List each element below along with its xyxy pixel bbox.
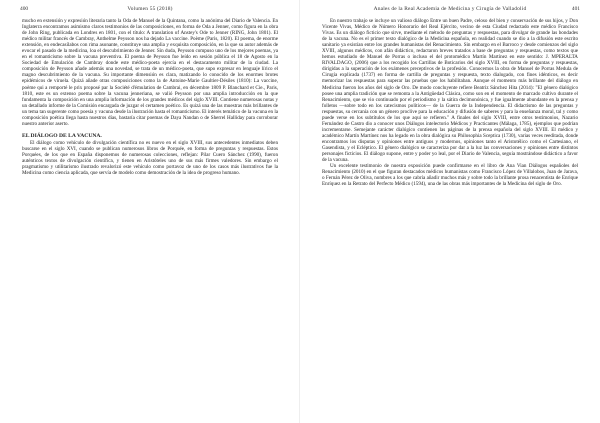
left-section-paragraph-1: El diálogo como vehículo de divulgación científica no es nuevo en el siglo XVIII, sus antecedentes inmediatos deben buscarse en el siglo XVI, cuando se publican numerosos libros de Porquée, en forma de preguntas y respuestas. Estos Porquées, de los que en España disponemos de numerosas colecciones, reflejan: Pilar Cuero Sánchez (1990), fueron auténticos textos de divulgación científica, y tienen en Aristóteles uno de sus más firmes valedores. Sin embargo el pragmatismo y utilitarismo ilustrado revalorizó este vehículo como portavoz de uno de los casos más ilustrativos fue la Medicina como ciencia aplicada, que servía de modelo como demostración de la idea de progreso humano. bbox=[22, 139, 278, 177]
left-page-header bbox=[20, 6, 280, 14]
right-paragraph-1: En nuestro trabajo se incluye un valioso diálogo Entre un buen Padre, celoso del bien y conservación de sus hijos, y Don Vicente Vivas, Médico de Número Honorario del Real Ejército, vecino de esta Ciudad redactado este médico Francisco Vivas. Es un diálogo ficticio que sirve, mediante el método de preguntas y respuestas, para divulgar de grande las bondades de la vacuna. No es el primer texto dialógico de la Medicina española, en realidad cuando se dio a la difusión este escrito sanitario ya existían entre los grandes humanistas del Renacimiento. Sin embargo en el Barroco y desde comienzos del siglo XVIII, algunos médicos, con afán didáctico, redactaron breves tratados a base de preguntas y respuestas, como textos que hemos estudiado de Manuel de Porras o incluso el del protomédico Martín Martínez en este sentido: J. MPERALTA RIVALDAGO, (2006) que a los recogido los Cartillas de Boticarios del siglo XVIII, en forma de preguntas y respuestas, dirigidas a la superación de los exámenes preceptivos de la profesión. Conocemos la obra de Manuel de Porras Medula de Cirugía explicada (1737) en forma de cartilla de preguntas y respuesta, texto dialogado, con fines idénticos, es decir memorizar las respuestas para superar las pruebas que los habilitaban. Aunque el momento más brillante del diálogo en Medicina fueron los años del siglo de Oro. De modo concluyente refiere Beatriz Sánchez Hita (2014): "El género dialógico posee una amplia tradición que se remonta a la Antigüedad Clásica, como son en el momento de marcado cultivo durante el Renacimiento, que se vio continuado por el periodismo y la sátira decimonónica, y fue igualmente abundante en la prensa y folletos —sobre todo en los catecismos políticos— de la Guerra de la Independencia. El didactismo de las preguntas y respuestas, su cercanía con un género proclive para la educación y difusión de saberes y para la enseñanza moral, tal y como puede verse en los subtítulos de los que aquí se refieren." A finales del siglo XVIII, entre otros testimonios, Nazario Fernández de Castro dio a conocer unos Diálogos intelectorio Médicos y Practicantes (Málaga, 1785), ejemplos que podrían incrementarse. Semejante carácter dialógico contienen las páginas de la prensa española del siglo XVIII. El médico y académico Martín Martínez nos ha legado en la obra dialógica su Philosophia Sceptica (1730), varias veces reeditada, donde encontramos los disputas y opiniones entre antiguos y modernos, opiniones tanto el Aristotélico como el Cartesiano, el Gasendista, y el Ecléptico. El género dialógico se caracteriza por dar a la luz las conversaciones y opiniones entre distintos personajes ficticios. El diálogo supone, entre y poder yo leal, por el Diario de Valencia, seguía mostrándose didáctico a favor de la vacuna. bbox=[322, 18, 578, 164]
left-paragraph-1: mucho en extensión y expresión literaria tanto la Oda de Manuel de la Quintana, como la anónima del Diario de Valencia. En Inglaterra encontramos asimismo claros testimonios de las composiciones, en forma de Oda a Jenner, como figura en la obra de John Ring, publicada en Londres en 1801, con el título: A translation of Anstey's Ode to Jenner (RING, John 1801). El médico militar francés de Cambray, Anthelme Peysson nos ha dejado La vaccine. Poème (Paris, 1820). El poema, de enorme extensión, en endecasílabos con rima asonante, constituye una amplia y exquisita composición, en la que su autor además de evocar el pasado de la medicina, loa el descubrimiento de Jenner. Sin duda, Peysson compuso uno de los mejores poemas, ya en el romanticismo sobre la vacuna preventiva. El poema de Peysson fue leído en sesión pública el 18 de Agosto en la Sociedad de Emulación de Cambray donde este médico-poeta ejercía en el destacamento militar de la ciudad. La composición de Peysson añade además una novedad, se trata de un médico-poeta, que supo expresar en lenguaje lírico el magno descubrimiento de la vacuna. Su importante dimensión es clara, matizando lo conocido de los enormes brotes epidémicos de viruela. Quizá añade otras composiciones como la de Antoine-Marie Gaultier-Désiles (1810): La vaccine, poème qui a remporté le prix proposé par la Société d'émulation de Cambrai, en décembre 1809 P. Blanchard et Cie., Paris, 1810, este es un extenso poema sobre la vacuna jenneriana, se valió Peysson por una amplia introducción en la que fundamenta la composición en una amplia información de los grandes médicos del siglo XVIII. Contiene numerosas notas y un detallado informe de la Comisión encargada de juzgar el certamen poético. Es quizá una de las muestras más brillantes de un tema tan sugerente como poesía y vacuna desde la ilustración hasta el romanticismo. El interés temático de la vacuna en la composición poética llega hasta nuestros días, bastaría citar poemas de Daya Nandan o de Sherrel Halliday para corroborar nuestro anterior aserto. bbox=[22, 18, 279, 127]
right-page-number: 401 bbox=[571, 6, 580, 12]
right-page bbox=[300, 0, 600, 423]
left-page-body bbox=[22, 18, 278, 176]
section-heading: EL DIÁLOGO DE LA VACUNA. bbox=[22, 132, 102, 139]
right-page-body bbox=[322, 18, 578, 187]
right-paragraph-2: Un excelente testimonio de nuestra exposición puede confirmarse en el libro de Ana Vian Diálogos españoles del Renacimiento (2010) en el que figuran destacados médicos humanistas como Francisco López de Villalobos, Juan de Jarava, o Fernán Pérez de Oliva, nombres a los que cabría añadir muchos más y sobre todo la brillante prosa renacentista de Enrique Enríquez en la Retrato del Perfecto Médico (1594), una de las obras más importantes de la Medicina del siglo de Oro. bbox=[322, 163, 578, 188]
left-page-number: 400 bbox=[20, 6, 29, 12]
right-page-header bbox=[320, 6, 580, 14]
left-running-title: Volumen 55 (2018) bbox=[127, 6, 173, 12]
right-running-title: Anales de la Real Academia de Medicina y Cirugía de Valladolid bbox=[373, 6, 527, 12]
